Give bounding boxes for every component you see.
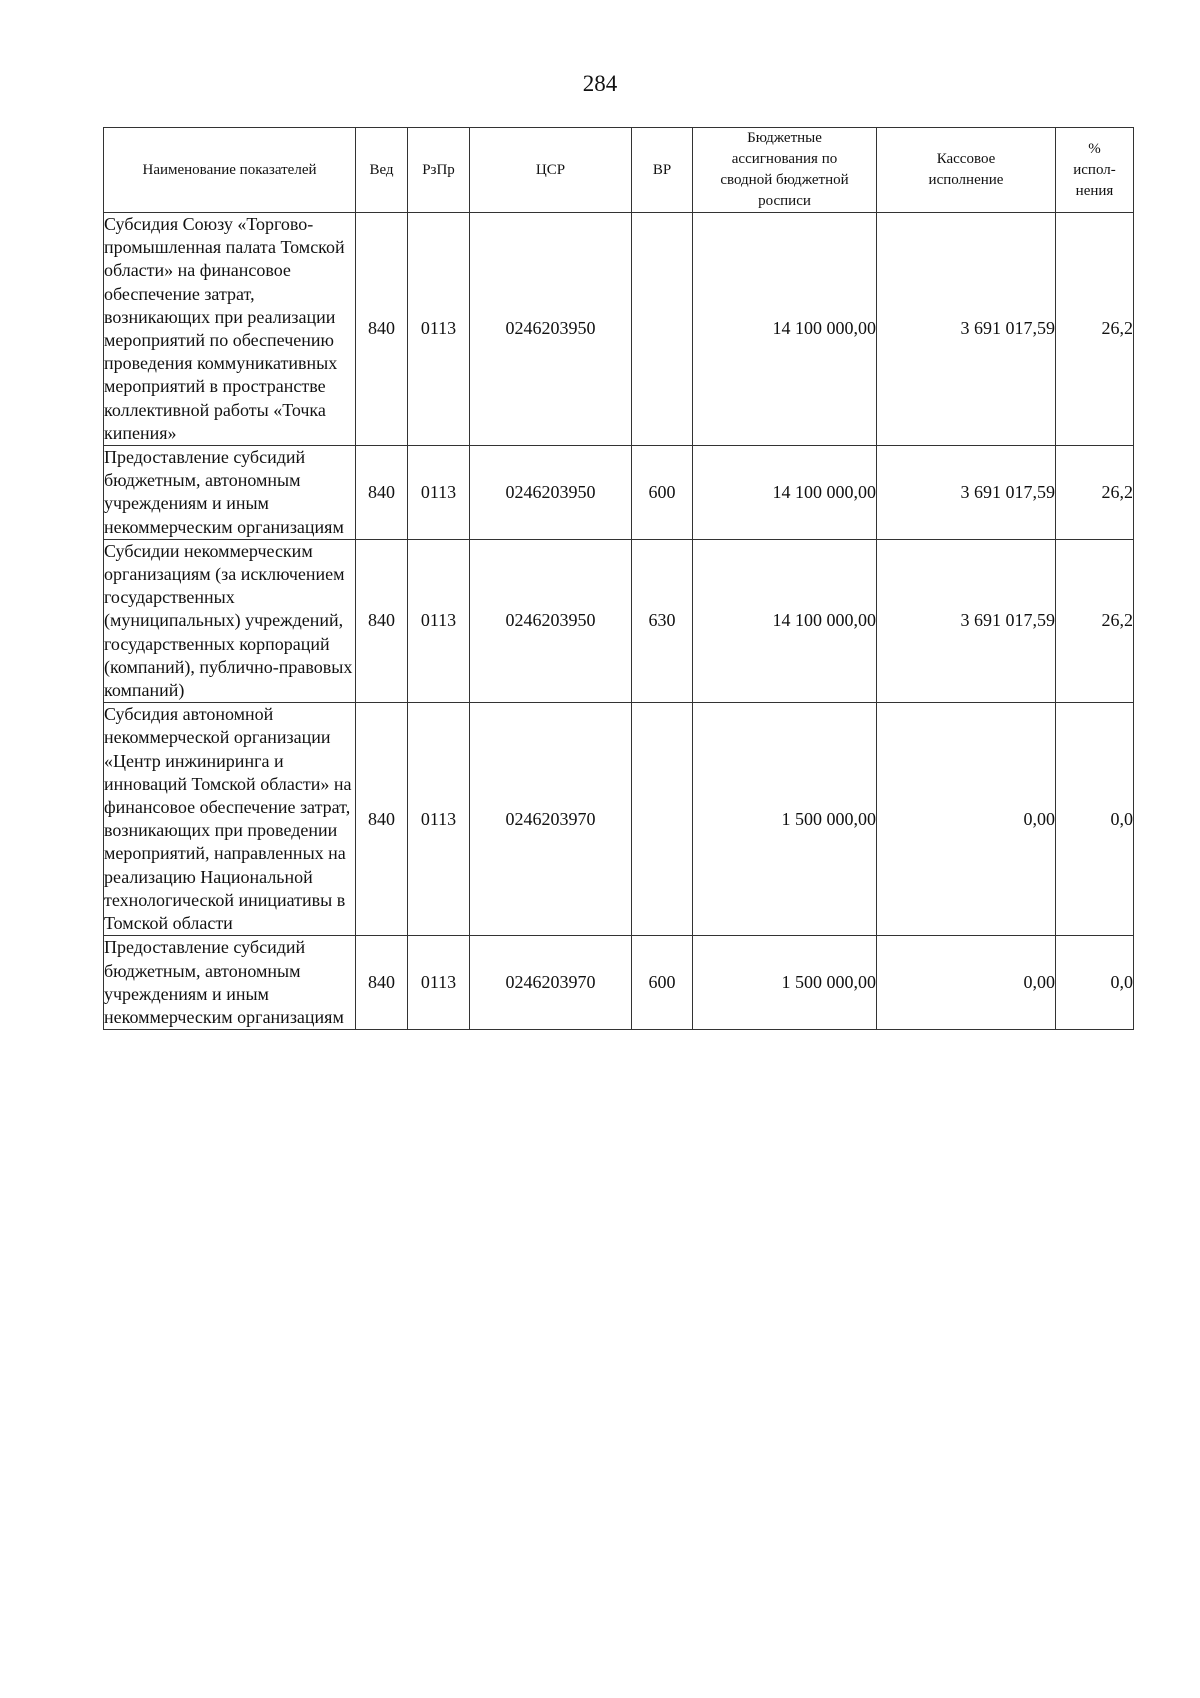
header-budget: Бюджетные ассигнования по сводной бюджетной росписи	[693, 128, 877, 213]
row-csr: 0246203950	[470, 446, 632, 540]
row-cash: 3 691 017,59	[877, 213, 1056, 446]
table-row	[104, 446, 1134, 540]
row-ved: 840	[356, 213, 408, 446]
header-rzpr: РзПр	[408, 128, 470, 213]
row-cash: 3 691 017,59	[877, 539, 1056, 702]
header-row	[104, 128, 1134, 213]
row-percent: 0,0	[1056, 703, 1134, 936]
row-vr	[632, 703, 693, 936]
row-cash: 3 691 017,59	[877, 446, 1056, 540]
row-csr: 0246203950	[470, 213, 632, 446]
table-row	[104, 213, 1134, 446]
row-csr: 0246203950	[470, 539, 632, 702]
row-name: Субсидия автономной некоммерческой организации «Центр инжиниринга и инноваций Томской области» на финансовое обеспечение затрат, возникающих при проведении мероприятий, направленных на реализацию Национальной технологической инициативы в Томской области	[104, 703, 356, 936]
row-ved: 840	[356, 936, 408, 1030]
row-name: Субсидии некоммерческим организациям (за исключением государственных (муниципальных) учреждений, государственных корпораций (компаний), публично-правовых компаний)	[104, 539, 356, 702]
row-vr: 600	[632, 936, 693, 1030]
row-ved: 840	[356, 703, 408, 936]
row-csr: 0246203970	[470, 703, 632, 936]
header-name: Наименование показателей	[104, 128, 356, 213]
header-cash: Кассовое исполнение	[877, 128, 1056, 213]
row-budget: 14 100 000,00	[693, 446, 877, 540]
header-csr: ЦСР	[470, 128, 632, 213]
row-ved: 840	[356, 446, 408, 540]
row-rzpr: 0113	[408, 213, 470, 446]
row-percent: 26,2	[1056, 213, 1134, 446]
row-csr: 0246203970	[470, 936, 632, 1030]
row-rzpr: 0113	[408, 539, 470, 702]
row-cash: 0,00	[877, 936, 1056, 1030]
table-row	[104, 539, 1134, 702]
table-row	[104, 936, 1134, 1030]
header-percent: % испол-нения	[1056, 128, 1134, 213]
page-number: 284	[582, 71, 618, 96]
row-rzpr: 0113	[408, 936, 470, 1030]
budget-table	[103, 127, 1134, 1030]
row-budget: 1 500 000,00	[693, 703, 877, 936]
row-percent: 26,2	[1056, 446, 1134, 540]
row-budget: 14 100 000,00	[693, 213, 877, 446]
row-budget: 14 100 000,00	[693, 539, 877, 702]
row-percent: 26,2	[1056, 539, 1134, 702]
row-vr: 600	[632, 446, 693, 540]
row-percent: 0,0	[1056, 936, 1134, 1030]
row-cash: 0,00	[877, 703, 1056, 936]
header-vr: ВР	[632, 128, 693, 213]
row-budget: 1 500 000,00	[693, 936, 877, 1030]
row-ved: 840	[356, 539, 408, 702]
row-rzpr: 0113	[408, 446, 470, 540]
row-name: Субсидия Союзу «Торгово-промышленная палата Томской области» на финансовое обеспечение затрат, возникающих при реализации мероприятий по обеспечению проведения коммуникативных мероприятий в пространстве коллективной работы «Точка кипения»	[104, 213, 356, 446]
header-ved: Вед	[356, 128, 408, 213]
table-row	[104, 703, 1134, 936]
row-name: Предоставление субсидий бюджетным, автономным учреждениям и иным некоммерческим организациям	[104, 446, 356, 540]
row-vr: 630	[632, 539, 693, 702]
row-vr	[632, 213, 693, 446]
row-name: Предоставление субсидий бюджетным, автономным учреждениям и иным некоммерческим организациям	[104, 936, 356, 1030]
row-rzpr: 0113	[408, 703, 470, 936]
